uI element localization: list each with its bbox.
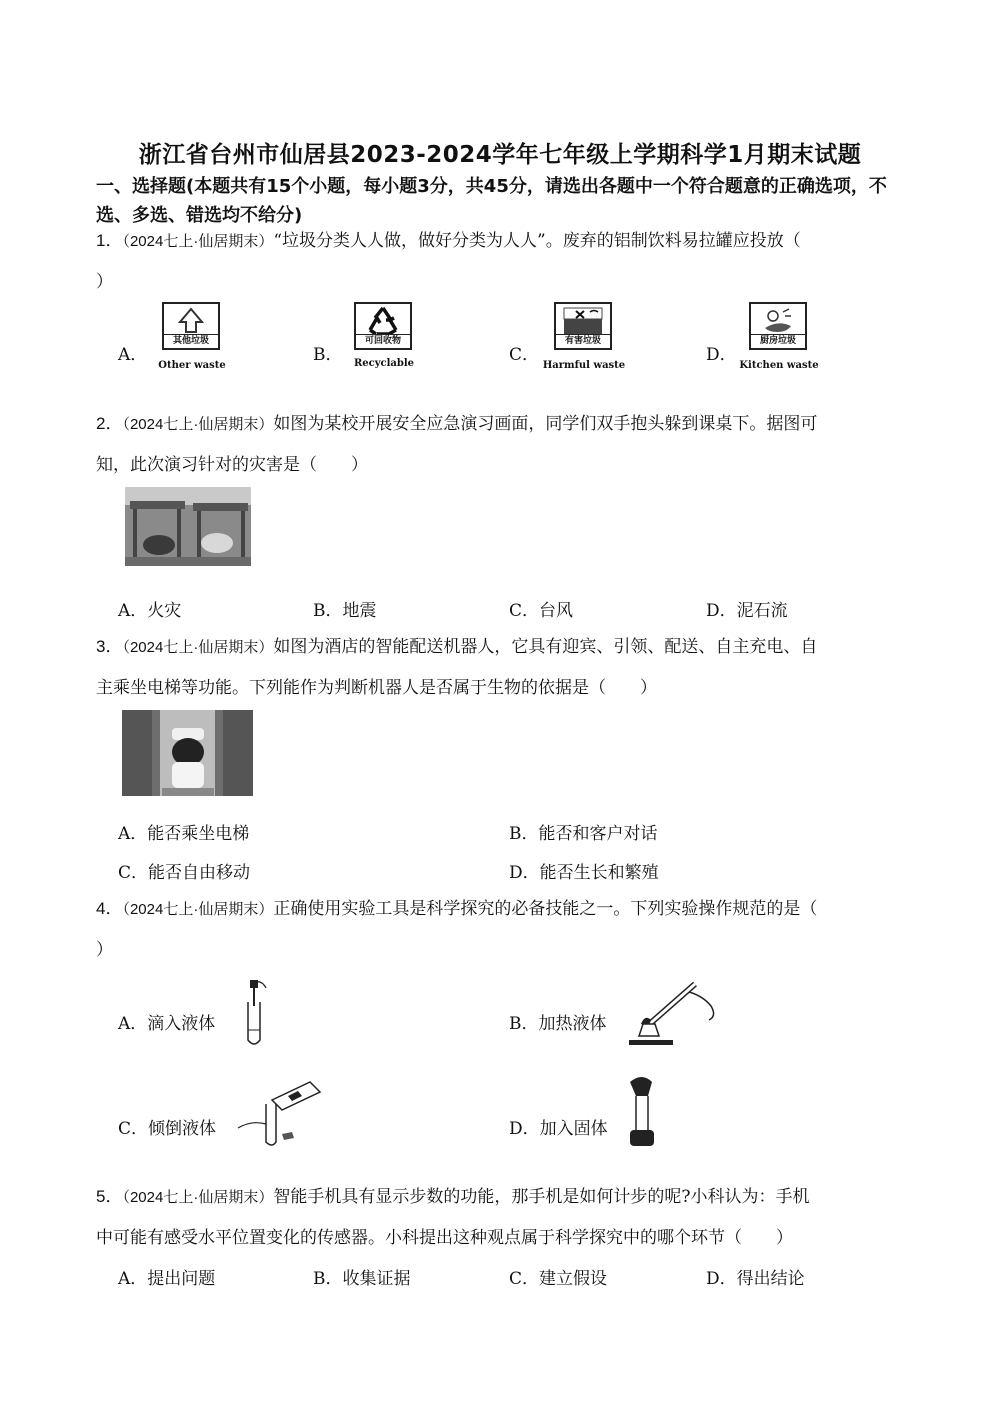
question-number: 4． [96,899,123,918]
kitchen-waste-icon [751,304,805,338]
option-c[interactable]: C．倾倒液体 [118,1119,217,1139]
question-2 [96,404,908,485]
dropper-test-tube-icon [240,978,280,1050]
bin-caption: Harmful waste [542,360,626,371]
bin-kitchen-waste [749,302,807,350]
bin-label: 厨房垃圾 [751,334,805,348]
option-b[interactable]: B． [313,345,343,365]
recycle-icon [356,304,410,338]
heating-liquid-icon [625,978,725,1050]
question-text-cont: 知，此次演习针对的灾害是（ ） [96,455,368,475]
option-b[interactable]: B．加热液体 [509,1014,607,1034]
bin-label: 有害垃圾 [556,334,610,348]
harmful-waste-icon [556,304,610,338]
option-d[interactable]: D． [706,345,737,365]
option-d[interactable]: D．能否生长和繁殖 [509,863,659,883]
question-text: 如图为酒店的智能配送机器人，它具有迎宾、引领、配送、自主充电、自 [273,637,818,657]
section-heading: 一、选择题(本题共有15个小题，每小题3分，共45分，请选出各题中一个符合题意的正确选项，不选、多选、错选均不给分) [96,176,887,226]
question-text: “垃圾分类人人做，做好分类为人人”。废弃的铝制饮料易拉罐应投放（ [273,231,801,251]
drill-photo [125,487,251,566]
bin-harmful-waste [554,302,612,350]
pouring-liquid-icon [232,1078,332,1148]
option-d[interactable]: D．泥石流 [706,601,788,621]
question-text: 智能手机具有显示步数的功能，那手机是如何计步的呢?小科认为：手机 [273,1187,810,1207]
option-a[interactable]: A．滴入液体 [118,1014,216,1034]
question-number: 3． [96,637,123,656]
question-4 [96,889,908,970]
bin-recyclable [354,302,412,350]
option-c[interactable]: C．建立假设 [509,1269,608,1289]
question-3 [96,627,908,708]
question-text: 正确使用实验工具是科学探究的必备技能之一。下列实验操作规范的是（ [273,899,818,919]
question-source: （2024七上·仙居期末） [122,639,274,656]
question-source: （2024七上·仙居期末） [122,901,274,918]
bin-label: 可回收物 [356,334,410,348]
classroom-drill-image [125,487,251,566]
bin-caption: Recyclable [353,358,415,369]
question-5 [96,1177,908,1258]
question-text-cont: 中可能有感受水平位置变化的传感器。小科提出这种观点属于科学探究中的哪个环节（ ） [96,1228,793,1248]
option-a[interactable]: A． [118,345,148,365]
question-source: （2024七上·仙居期末） [122,1189,274,1206]
question-number: 1． [96,231,123,250]
question-number: 5． [96,1187,123,1206]
question-source: （2024七上·仙居期末） [122,416,274,433]
question-text: 如图为某校开展安全应急演习画面，同学们双手抱头躲到课桌下。据图可 [273,414,818,434]
question-text-cont: 主乘坐电梯等功能。下列能作为判断机器人是否属于生物的依据是（ ） [96,678,657,698]
bin-caption: Kitchen waste [739,360,819,371]
option-c[interactable]: C． [509,345,540,365]
question-source: （2024七上·仙居期末） [122,233,274,250]
option-c[interactable]: C．能否自由移动 [118,863,251,883]
option-b[interactable]: B．收集证据 [313,1269,411,1289]
question-text-cont: ） [96,940,113,960]
option-b[interactable]: B．地震 [313,601,377,621]
bin-label: 其他垃圾 [164,334,218,348]
bin-other-waste [162,302,220,350]
question-text-cont: ） [96,272,113,292]
adding-solid-icon [620,1074,670,1150]
option-d[interactable]: D．加入固体 [509,1119,608,1139]
option-c[interactable]: C．台风 [509,601,574,621]
option-b[interactable]: B．能否和客户对话 [509,824,658,844]
page-title: 浙江省台州市仙居县2023-2024学年七年级上学期科学1月期末试题 [138,142,862,168]
other-waste-icon [164,304,218,338]
option-a[interactable]: A．能否乘坐电梯 [118,824,250,844]
question-1 [96,221,908,302]
question-number: 2． [96,414,123,433]
option-a[interactable]: A．提出问题 [118,1269,216,1289]
delivery-robot-image [122,710,253,796]
bin-caption: Other waste [158,360,226,371]
option-a[interactable]: A．火灾 [118,601,182,621]
robot-photo [122,710,253,796]
option-d[interactable]: D．得出结论 [706,1269,805,1289]
